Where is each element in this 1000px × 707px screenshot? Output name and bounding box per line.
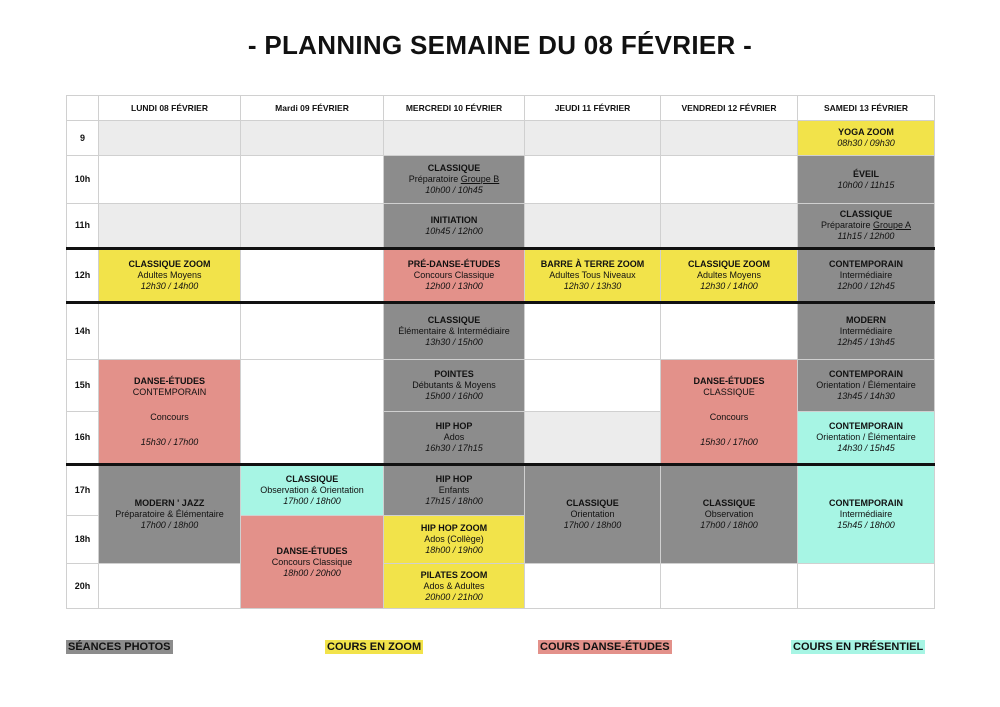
empty-slot [661,303,798,360]
empty-slot [525,564,661,609]
class-time: 12h30 / 14h00 [140,281,199,291]
class-level-text: Préparatoire [408,174,461,184]
empty-slot [241,249,384,303]
class-block [661,360,798,465]
empty-slot [99,204,241,249]
class-name: CONTEMPORAIN [829,421,903,431]
class-level [798,220,934,231]
class-block [241,516,384,609]
class-time: 17h00 / 18h00 [283,496,341,506]
class-name: POINTES [434,369,474,379]
day-header-friday: VENDREDI 12 FÉVRIER [661,96,798,121]
empty-slot [241,360,384,465]
empty-slot [384,121,525,156]
schedule-table [66,95,935,609]
class-level [384,174,524,185]
class-block [241,465,384,516]
empty-slot [241,303,384,360]
empty-slot [661,564,798,609]
empty-slot [661,156,798,204]
class-block [798,465,935,564]
class-level: Adultes Moyens [137,270,202,280]
day-header-wednesday: MERCREDI 10 FÉVRIER [384,96,525,121]
class-name: MODERN ' JAZZ [134,498,205,508]
class-time: 12h30 / 13h30 [563,281,622,291]
class-name: DANSE-ÉTUDES [133,375,205,386]
class-name: CONTEMPORAIN [829,498,903,508]
empty-slot [798,564,935,609]
class-level: Débutants & Moyens [412,380,496,390]
empty-slot [99,156,241,204]
class-time: 18h00 / 19h00 [425,545,483,555]
corner-header [67,96,99,121]
class-level-text: Préparatoire [820,220,873,230]
class-level: Orientation [570,509,615,519]
class-block [384,412,525,465]
hour-label: 17h [67,465,99,516]
class-time: 15h00 / 16h00 [425,391,483,401]
class-block [798,121,935,156]
class-level: Orientation / Élémentaire [816,380,916,390]
hour-label: 20h [67,564,99,609]
class-time: 12h00 / 13h00 [425,281,483,291]
empty-slot [525,412,661,465]
class-block [798,412,935,465]
empty-slot [525,156,661,204]
class-time: 20h00 / 21h00 [425,591,483,602]
hour-label: 9 [67,121,99,156]
class-group: Groupe B [460,174,500,184]
class-name: CLASSIQUE [702,498,756,508]
class-name: CLASSIQUE ZOOM [687,259,770,269]
empty-slot [661,121,798,156]
empty-slot [241,204,384,249]
empty-slot [525,204,661,249]
legend-danse-etudes: COURS DANSE-ÉTUDES [540,641,670,653]
empty-slot [99,564,241,609]
class-block [798,360,935,412]
class-name: HIP HOP [435,421,473,431]
hour-label: 14h [67,303,99,360]
class-style: CONTEMPORAIN [132,386,207,397]
class-time: 11h15 / 12h00 [837,231,895,241]
class-block [384,516,525,564]
legend-zoom: COURS EN ZOOM [327,641,422,653]
class-block [798,249,935,303]
class-name: PILATES ZOOM [420,569,488,580]
class-level: Observation & Orientation [260,485,364,495]
class-block [525,465,661,564]
class-block [661,465,798,564]
class-name: CLASSIQUE ZOOM [128,259,211,269]
empty-slot [661,204,798,249]
class-block [99,360,241,465]
class-level: Ados [443,432,465,442]
class-block [661,249,798,303]
class-time: 15h45 / 18h00 [837,520,895,530]
class-name: CLASSIQUE [839,209,893,219]
class-time: 15h30 / 17h00 [700,436,758,447]
day-header-thursday: JEUDI 11 FÉVRIER [525,96,661,121]
class-level: Ados (Collège) [424,534,484,544]
class-name: CONTEMPORAIN [829,369,903,379]
class-group: Groupe A [873,220,912,230]
class-name: CLASSIQUE [566,498,619,508]
class-time: 08h30 / 09h30 [837,138,895,148]
class-time: 13h45 / 14h30 [837,391,895,401]
empty-slot [241,156,384,204]
class-level: Adultes Moyens [696,270,762,280]
class-name: CONTEMPORAIN [829,259,903,269]
hour-label: 12h [67,249,99,303]
class-block [384,303,525,360]
class-name: MODERN [846,315,886,325]
legend-photos: SÉANCES PHOTOS [68,641,171,653]
class-name: HIP HOP ZOOM [420,523,488,533]
class-level: Élémentaire & Intermédiaire [398,326,510,336]
class-style: CLASSIQUE [703,386,755,397]
empty-slot [525,303,661,360]
class-time: 15h30 / 17h00 [140,436,199,447]
class-name: ÉVEIL [852,168,879,179]
class-level: Préparatoire & Élémentaire [115,509,224,519]
class-block [384,156,525,204]
class-level: Concours [150,411,189,422]
class-time: 18h00 / 20h00 [283,567,341,578]
class-block [384,564,525,609]
class-time: 14h30 / 15h45 [837,443,895,453]
day-header-saturday: SAMEDI 13 FÉVRIER [798,96,935,121]
class-name: CLASSIQUE [285,474,339,484]
empty-slot [241,121,384,156]
class-name: PRÉ-DANSE-ÉTUDES [407,259,501,269]
class-block [798,156,935,204]
class-level: Concours Classique [271,556,353,567]
class-level: Adultes Tous Niveaux [549,270,636,280]
class-time: 12h30 / 14h00 [700,281,758,291]
class-block [384,465,525,516]
class-time: 16h30 / 17h15 [425,443,483,453]
class-block [798,204,935,249]
class-block [525,249,661,303]
hour-label: 18h [67,516,99,564]
empty-slot [525,121,661,156]
class-level: Observation [704,509,754,519]
class-name: BARRE À TERRE ZOOM [540,259,645,269]
class-block [798,303,935,360]
hour-label: 11h [67,204,99,249]
page-title: - PLANNING SEMAINE DU 08 FÉVRIER - [247,30,753,60]
class-name: DANSE-ÉTUDES [276,545,348,556]
class-time: 10h00 / 10h45 [425,185,483,195]
class-block [384,249,525,303]
empty-slot [99,121,241,156]
class-level: Intermédiaire [839,509,893,519]
class-time: 17h00 / 18h00 [140,520,199,530]
hour-label: 15h [67,360,99,412]
empty-slot [99,303,241,360]
class-time: 12h00 / 12h45 [837,281,895,291]
class-name: HIP HOP [435,474,473,484]
class-name: YOGA ZOOM [838,127,894,137]
hour-label: 16h [67,412,99,465]
class-time: 10h00 / 11h15 [837,179,895,190]
class-name: CLASSIQUE [427,315,481,325]
class-level: Concours [709,411,749,422]
hour-label: 10h [67,156,99,204]
class-level: Concours Classique [413,270,495,280]
class-time: 12h45 / 13h45 [837,337,895,347]
class-level: Intermédiaire [839,326,893,336]
class-time: 13h30 / 15h00 [425,337,483,347]
day-header-tuesday: Mardi 09 FÉVRIER [241,96,384,121]
class-level: Ados & Adultes [423,580,485,591]
class-name: DANSE-ÉTUDES [693,375,765,386]
class-time: 10h45 / 12h00 [425,225,483,236]
class-block [384,360,525,412]
day-header-monday: LUNDI 08 FÉVRIER [99,96,241,121]
class-time: 17h00 / 18h00 [563,520,622,530]
class-level: Orientation / Élémentaire [816,432,916,442]
class-level: Enfants [438,485,470,495]
class-block [99,249,241,303]
class-block [99,465,241,564]
class-level: Intermédiaire [839,270,893,280]
class-time: 17h00 / 18h00 [700,520,758,530]
class-block [384,204,525,249]
class-name: INITIATION [430,214,478,225]
legend-presentiel: COURS EN PRÉSENTIEL [793,641,924,653]
class-time: 17h15 / 18h00 [425,496,483,506]
empty-slot [525,360,661,412]
class-name: CLASSIQUE [427,163,481,173]
